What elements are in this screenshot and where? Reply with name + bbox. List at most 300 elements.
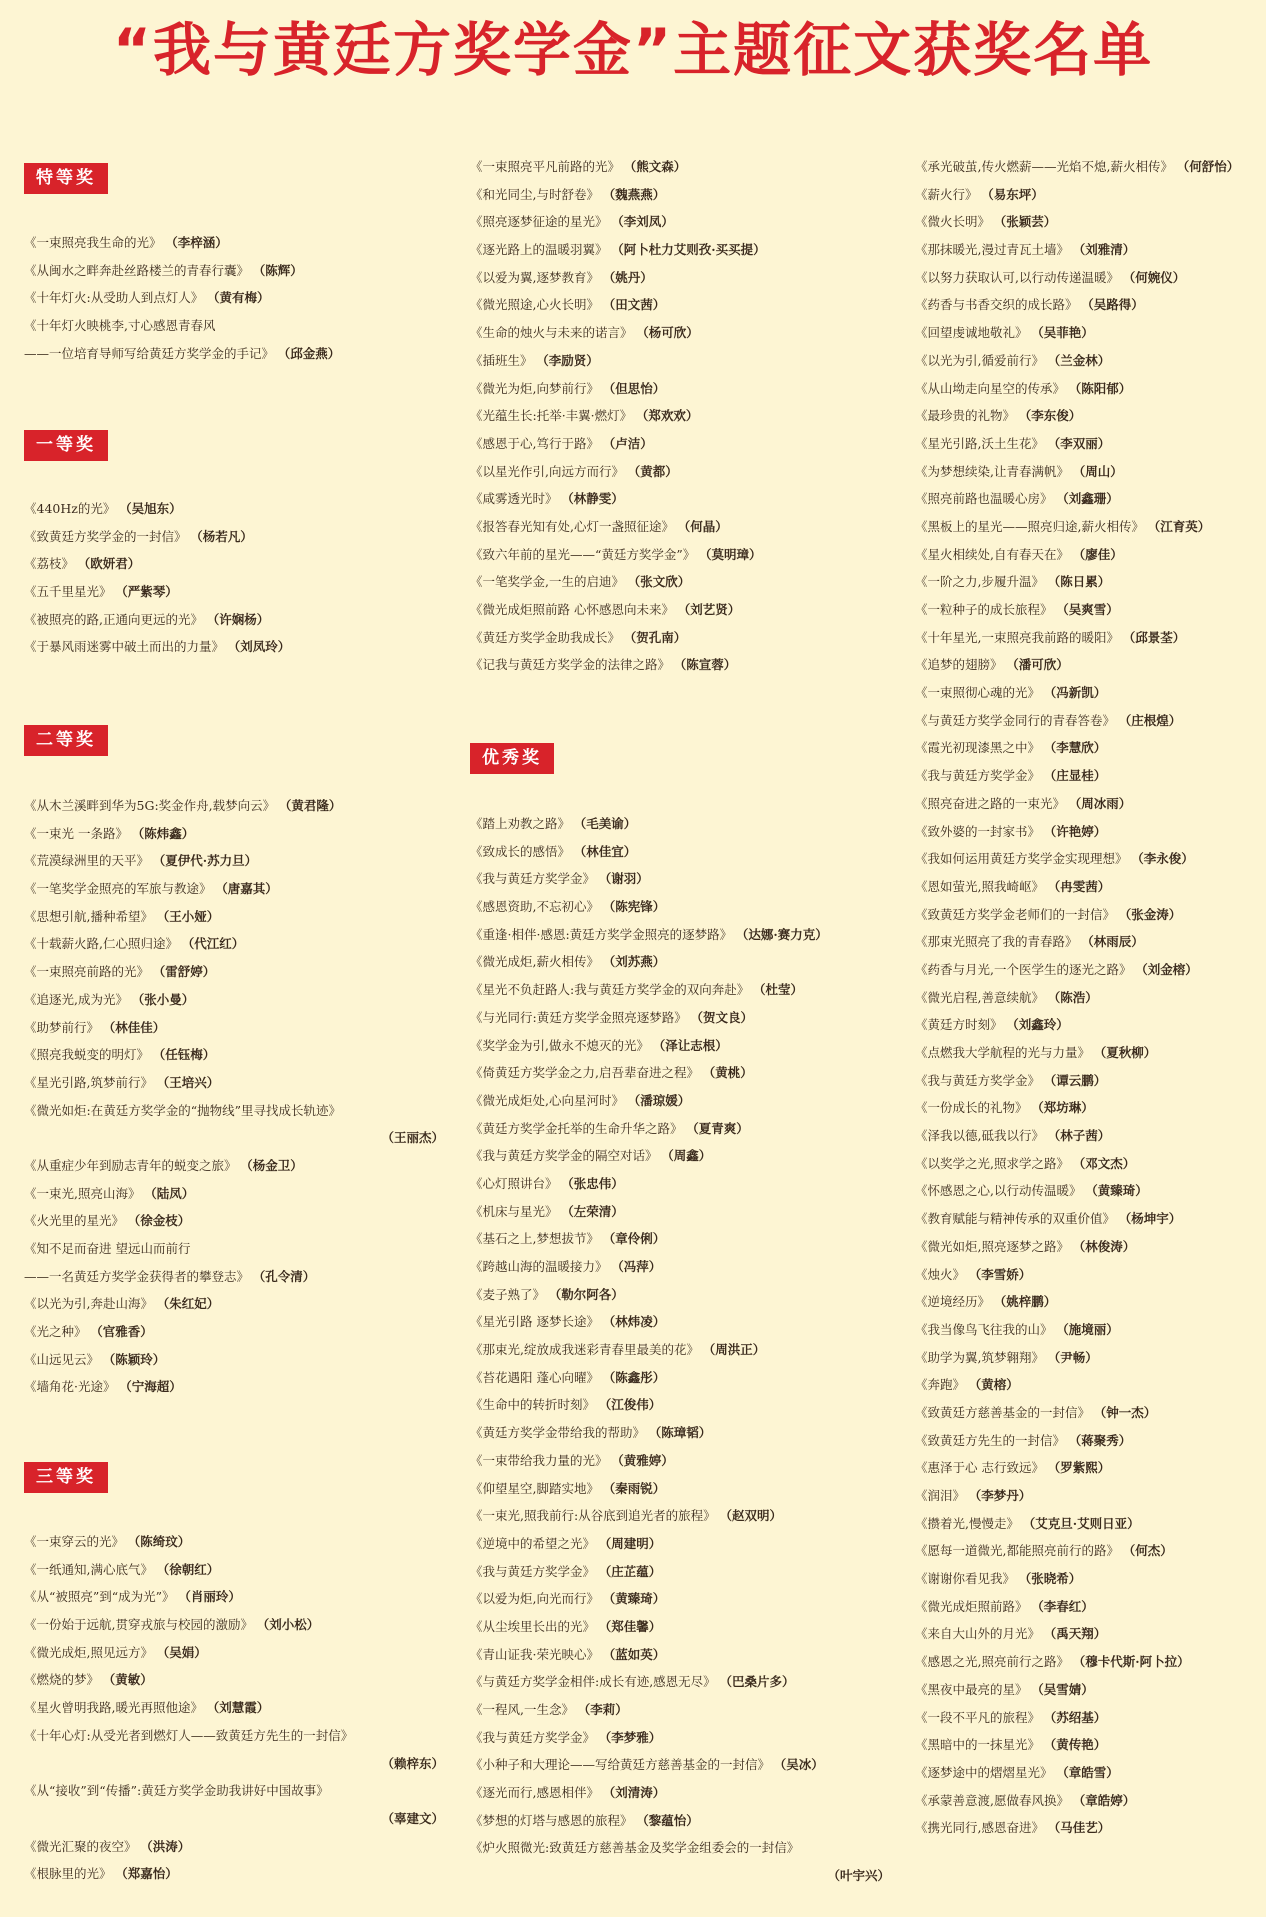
list-item — [915, 1261, 1265, 1289]
essay-title: 《感恩于心,笃行于路》 — [470, 435, 599, 451]
author-name: （张金涛） — [1125, 906, 1182, 922]
essay-title: 《致成长的感悟》 — [470, 843, 571, 859]
list-item — [915, 1094, 1265, 1122]
list-excellent-prize-right — [915, 153, 1265, 1842]
essay-title: 《微光为炬,向梦前行》 — [470, 380, 599, 396]
list-item — [915, 291, 1265, 319]
list-item — [915, 1787, 1265, 1815]
list-item — [24, 495, 444, 523]
essay-title: 《荒漠绿洲里的天平》 — [24, 853, 150, 869]
author-name: （吴路得） — [1087, 297, 1144, 313]
list-item — [470, 624, 890, 652]
list-item — [470, 1308, 890, 1336]
list-item — [915, 1759, 1265, 1787]
essay-title: 《我与黄廷方奖学金》 — [470, 1563, 596, 1579]
author-name: （洪涛） — [146, 1838, 191, 1854]
author-name: （黄臻琦） — [608, 1591, 666, 1607]
list-item — [24, 1556, 444, 1584]
author-name: （巴桑片多） — [725, 1674, 795, 1690]
list-item — [915, 1565, 1265, 1593]
essay-title: 《生命的烛火与未来的诺言》 — [470, 325, 633, 341]
author-name: （刘慧霞） — [212, 1700, 270, 1716]
list-item — [915, 430, 1265, 458]
author-name: （陈鑫彤） — [608, 1369, 666, 1385]
author-name: （刘鑫珊） — [1062, 491, 1119, 507]
author-name: （林佳宜） — [580, 843, 637, 859]
list-item — [915, 1011, 1265, 1039]
author-name: （何舒怡） — [1182, 159, 1240, 174]
author-name: （杨可欣） — [642, 325, 699, 341]
author-name: （郑佳馨） — [605, 1618, 662, 1634]
list-item — [915, 1704, 1265, 1732]
author-name: （勒尔阿各） — [555, 1286, 624, 1302]
author-name: （卢洁） — [608, 435, 653, 451]
author-name: （何晶） — [683, 518, 728, 534]
list-item — [470, 651, 890, 679]
essay-title: 《仰望星空,脚踏实地》 — [470, 1480, 599, 1496]
author-name: （黎蕴怡） — [642, 1812, 699, 1828]
essay-title: ——一位培育导师写给黄廷方奖学金的手记》 — [24, 345, 275, 361]
essay-title: 《微光如炬:在黄廷方奖学金的“抛物线”里寻找成长轨迹》 — [24, 1102, 341, 1118]
list-item — [470, 1558, 890, 1586]
author-name: （张忠伟） — [567, 1175, 624, 1191]
essay-title: 《承光破茧,传火燃薪——光焰不熄,薪火相传》 — [915, 159, 1173, 174]
essay-title: 《微光成炬照前路》 — [915, 1598, 1028, 1614]
essay-title: 《燃烧的梦》 — [24, 1672, 100, 1688]
essay-title: 《携光同行,感恩奋进》 — [915, 1820, 1044, 1836]
essay-title: 《怀感恩之心,以行动传温暖》 — [915, 1183, 1082, 1199]
essay-title: 《一束带给我力量的光》 — [470, 1452, 608, 1468]
author-name: （黄敏） — [109, 1672, 153, 1688]
list-item — [915, 1814, 1265, 1842]
list-item — [470, 1225, 890, 1253]
list-item — [24, 1263, 444, 1291]
list-item — [915, 513, 1265, 541]
essay-title: 《谢谢你看见我》 — [915, 1571, 1016, 1587]
essay-title: 《从重症少年到励志青年的蜕变之旅》 — [24, 1157, 237, 1173]
essay-title: 《一段不平凡的旅程》 — [915, 1709, 1041, 1725]
essay-title: 《从尘埃里长出的光》 — [470, 1618, 596, 1634]
essay-title: 《于暴风雨迷雾中破土而出的力量》 — [24, 639, 225, 655]
author-name: （肖丽玲） — [184, 1589, 241, 1605]
list-item — [470, 1004, 890, 1032]
author-name: （周冰雨） — [1075, 795, 1132, 811]
author-name: （秦雨锐） — [608, 1480, 666, 1496]
list-item — [915, 651, 1265, 679]
essay-title: 《十年灯火:从受助人到点灯人》 — [24, 290, 204, 306]
essay-title: 《星火相续处,自有春天在》 — [915, 546, 1069, 562]
essay-title: 《烛火》 — [915, 1266, 966, 1282]
essay-title: 《恩如萤光,照我崎岖》 — [915, 878, 1044, 894]
author-name: （贺文良） — [696, 1009, 753, 1025]
essay-title: 《记我与黄廷方奖学金的法律之路》 — [470, 657, 671, 673]
list-item — [470, 1198, 890, 1226]
author-name: （张颖芸） — [1000, 214, 1057, 230]
list-item — [470, 1696, 890, 1724]
essay-title: 《炉火照微光:致黄廷方慈善基金及奖学金组委会的一封信》 — [470, 1840, 800, 1856]
list-item — [24, 1694, 444, 1722]
essay-title: 《插班生》 — [470, 352, 533, 368]
author-name: （达娜·赛力克） — [742, 926, 828, 942]
list-item — [915, 1731, 1265, 1759]
essay-title: 《机床与星光》 — [470, 1203, 558, 1219]
author-name: （谢羽） — [605, 871, 649, 887]
author-name: （罗紫熙） — [1053, 1460, 1111, 1476]
list-item — [470, 1834, 890, 1862]
author-name: （官雅香） — [96, 1324, 153, 1340]
essay-title: 《踏上劝教之路》 — [470, 816, 571, 831]
list-item — [470, 402, 890, 430]
essay-title: 《致黄廷方奖学金的一封信》 — [24, 528, 187, 544]
author-name: （庄显桂） — [1050, 768, 1107, 784]
author-name: （夏伊代·苏力旦） — [159, 853, 258, 869]
essay-title: 《黄廷方奖学金托举的生命升华之路》 — [470, 1120, 683, 1136]
list-item — [915, 1537, 1265, 1565]
list-item — [470, 1391, 890, 1419]
essay-title: 《来自大山外的月光》 — [915, 1626, 1041, 1642]
essay-title: 《与黄廷方奖学金相伴:成长有迹,感恩无尽》 — [470, 1674, 716, 1690]
list-item — [915, 458, 1265, 486]
list-item — [470, 1641, 890, 1669]
list-item — [24, 1124, 444, 1152]
essay-title: 《微光汇聚的夜空》 — [24, 1838, 137, 1854]
author-name: （吴雪婧） — [1037, 1681, 1094, 1697]
list-item — [470, 1447, 890, 1475]
essay-title: 《从“接收”到“传播”:黄廷方奖学金助我讲好中国故事》 — [24, 1783, 329, 1799]
essay-title: 《逆境经历》 — [915, 1294, 991, 1310]
list-item — [470, 1807, 890, 1835]
author-name: （陈颖玲） — [109, 1351, 166, 1367]
list-item — [470, 208, 890, 236]
badge-first-prize: 一等奖 — [24, 430, 108, 461]
author-name: （周鑫） — [667, 1148, 712, 1164]
author-name: （黄君隆） — [285, 798, 342, 813]
list-item — [24, 1805, 444, 1833]
list-excellent-prize-middle — [470, 810, 890, 1890]
list-item — [24, 312, 444, 340]
essay-title: 《承蒙善意渡,愿做春风换》 — [915, 1792, 1069, 1808]
essay-title: 《从木兰溪畔到华为5G:奖金作舟,载梦向云》 — [24, 798, 276, 813]
list-item — [915, 873, 1265, 901]
author-name: （吴娟） — [162, 1644, 207, 1660]
author-name: （许娴杨） — [212, 611, 270, 627]
list-item — [24, 1750, 444, 1778]
list-item — [915, 1399, 1265, 1427]
author-name: （熊文森） — [630, 159, 687, 174]
author-name: （王小娅） — [162, 908, 220, 924]
list-item — [24, 986, 444, 1014]
list-item — [470, 319, 890, 347]
list-item — [915, 208, 1265, 236]
list-item — [915, 1676, 1265, 1704]
essay-title: 《从闽水之畔奔赴丝路楼兰的青春行囊》 — [24, 262, 250, 278]
author-name: （夏青爽） — [692, 1120, 749, 1136]
author-name: （张文欣） — [633, 574, 691, 590]
essay-title: 《麦子熟了》 — [470, 1286, 546, 1302]
list-item — [470, 458, 890, 486]
list-item — [24, 1014, 444, 1042]
essay-title: 《愿每一道微光,都能照亮前行的路》 — [915, 1543, 1119, 1559]
list-item — [470, 948, 890, 976]
author-name: （黄雅婷） — [617, 1452, 674, 1468]
essay-title: 《基石之上,梦想拔节》 — [470, 1231, 599, 1247]
essay-title: 《那束光,绽放成我迷彩青春里最美的花》 — [470, 1342, 699, 1358]
author-name: （李梦丹） — [975, 1488, 1032, 1503]
essay-title: 《一束照亮平凡前路的光》 — [470, 159, 621, 174]
essay-title: 《微火长明》 — [915, 214, 991, 230]
author-name: （徐朝红） — [162, 1561, 220, 1577]
author-name: （林炜凌） — [608, 1314, 666, 1330]
author-name: （江俊伟） — [605, 1397, 662, 1413]
essay-title: 《与黄廷方奖学金同行的青春答卷》 — [915, 712, 1116, 728]
list-item — [470, 1779, 890, 1807]
list-item — [470, 430, 890, 458]
essay-title: 《逐梦途中的熠熠星光》 — [915, 1764, 1053, 1780]
list-item — [24, 1097, 444, 1125]
essay-title: 《从山坳走向星空的传承》 — [915, 380, 1066, 396]
author-name: （冉雯茜） — [1053, 878, 1111, 894]
list-item — [915, 1233, 1265, 1261]
essay-title: 《跨越山海的温暖接力》 — [470, 1259, 608, 1274]
list-item — [24, 820, 444, 848]
essay-title: 《倚黄廷方奖学金之力,启吾辈奋进之程》 — [470, 1065, 699, 1081]
list-item — [915, 402, 1265, 430]
list-item — [24, 1318, 444, 1346]
author-name: （黄都） — [633, 463, 678, 479]
author-name: （穆卡代斯·阿卜拉） — [1078, 1654, 1190, 1670]
list-item — [470, 1475, 890, 1503]
essay-title: 《山远见云》 — [24, 1351, 100, 1367]
list-item — [24, 1639, 444, 1667]
author-name: （李梓涵） — [171, 235, 228, 250]
author-name: （陆凤） — [150, 1185, 195, 1201]
author-name: （钟一杰） — [1100, 1404, 1157, 1420]
badge-second-prize: 二等奖 — [24, 725, 108, 756]
essay-title: 《追逐光,成为光》 — [24, 991, 128, 1007]
author-name: （吴旭东） — [125, 501, 182, 516]
author-name: （泽让志根） — [658, 1037, 728, 1053]
list-item — [24, 1235, 444, 1263]
list-item — [24, 229, 444, 257]
list-item — [915, 541, 1265, 569]
author-name: （林俊涛） — [1078, 1238, 1136, 1254]
list-item — [470, 375, 890, 403]
list-item — [915, 984, 1265, 1012]
list-item — [24, 1152, 444, 1180]
author-name: （刘鑫玲） — [1012, 1017, 1069, 1033]
essay-title: 《以星光作引,向远方而行》 — [470, 463, 624, 479]
essay-title: 《星光不负赶路人:我与黄廷方奖学金的双向奔赴》 — [470, 982, 750, 998]
essay-title: 《以奖学之光,照求学之路》 — [915, 1155, 1069, 1171]
author-name: （林子茜） — [1053, 1128, 1111, 1144]
essay-title: 《致黄廷方先生的一封信》 — [915, 1432, 1066, 1448]
list-item — [470, 1530, 890, 1558]
list-item — [24, 1528, 444, 1556]
list-item — [915, 1454, 1265, 1482]
author-name: （李雪娇） — [975, 1266, 1032, 1282]
author-name: （田文茜） — [608, 297, 666, 313]
author-name: （张晓希） — [1025, 1571, 1082, 1587]
author-name: （严紫琴） — [121, 584, 178, 600]
essay-title: 《重逢·相伴·感恩:黄廷方奖学金照亮的逐梦路》 — [470, 926, 733, 942]
list-item — [24, 875, 444, 903]
author-name: （杨金卫） — [246, 1157, 303, 1173]
essay-title: 《根脉里的光》 — [24, 1866, 112, 1882]
essay-title: 《思想引航,播种希望》 — [24, 908, 153, 924]
author-name: （章皓婷） — [1078, 1792, 1136, 1808]
list-item — [470, 1336, 890, 1364]
badge-third-prize: 三等奖 — [24, 1462, 108, 1493]
badge-special-prize: 特等奖 — [24, 163, 108, 194]
list-item — [470, 1032, 890, 1060]
essay-title: 《微光启程,善意续航》 — [915, 989, 1044, 1005]
author-name: （何杰） — [1128, 1543, 1173, 1559]
author-name: （莫明璋） — [705, 546, 762, 562]
essay-title: 《被照亮的路,正通向更远的光》 — [24, 611, 203, 627]
author-name: （刘雅清） — [1078, 242, 1136, 258]
author-name: （赖梓东） — [381, 1755, 444, 1771]
essay-title: 《微光如炬,照亮逐梦之路》 — [915, 1238, 1069, 1254]
list-item — [915, 596, 1265, 624]
author-name: （何婉仪） — [1128, 269, 1186, 285]
list-item — [24, 633, 444, 661]
author-name: （潘琼媛） — [633, 1092, 691, 1108]
author-name: （朱红妃） — [162, 1296, 220, 1312]
list-item — [24, 1666, 444, 1694]
author-name: （邱景荃） — [1128, 629, 1186, 645]
list-item — [915, 568, 1265, 596]
essay-title: 《一笔奖学金,一生的启迪》 — [470, 574, 624, 590]
author-name: （赵双明） — [725, 1508, 782, 1524]
list-item — [24, 550, 444, 578]
author-name: （姚梓鹏） — [1000, 1294, 1057, 1310]
essay-title: 《照亮前路也温暖心房》 — [915, 491, 1053, 507]
essay-title: 《知不足而奋进 望远山而前行 — [24, 1241, 191, 1256]
essay-title: 《一束照亮前路的光》 — [24, 964, 150, 980]
list-item — [915, 1288, 1265, 1316]
author-name: （左荣清） — [567, 1203, 624, 1219]
author-name: （刘苏燕） — [608, 954, 666, 970]
essay-title: 《心灯照讲台》 — [470, 1175, 558, 1191]
author-name: （徐金枝） — [134, 1213, 191, 1229]
author-name: （苏绍基） — [1050, 1709, 1107, 1725]
author-name: （邱金燕） — [284, 345, 341, 361]
author-name: （刘艺贤） — [683, 602, 741, 617]
essay-title: 《那抹暖光,漫过青瓦土墙》 — [915, 242, 1069, 258]
author-name: （谭云鹏） — [1050, 1072, 1107, 1088]
essay-title: 《光蕴生长:托举·丰翼·燃灯》 — [470, 408, 633, 424]
author-name: （尹畅） — [1053, 1349, 1098, 1365]
author-name: （周山） — [1078, 463, 1123, 479]
author-name: （周洪正） — [708, 1342, 766, 1358]
essay-title: 《一束穿云的光》 — [24, 1534, 125, 1549]
list-item — [470, 865, 890, 893]
essay-title: 《逐光而行,感恩相伴》 — [470, 1785, 599, 1801]
essay-title: 《星光引路,筑梦前行》 — [24, 1074, 153, 1090]
essay-title: 《助梦前行》 — [24, 1019, 100, 1035]
essay-title: 《黄廷方奖学金助我成长》 — [470, 629, 621, 645]
list-item — [24, 958, 444, 986]
list-item — [915, 1371, 1265, 1399]
essay-title: 《黑板上的星光——照亮归途,薪火相传》 — [915, 518, 1144, 534]
author-name: （黄桃） — [708, 1065, 753, 1081]
essay-title: 《一束照彻心魂的光》 — [915, 685, 1041, 701]
author-name: （王培兴） — [162, 1074, 220, 1090]
list-item — [470, 976, 890, 1004]
list-item — [24, 1722, 444, 1750]
essay-title: 《以努力获取认可,以行动传递温暖》 — [915, 269, 1119, 285]
list-item — [470, 1668, 890, 1696]
list-item — [915, 928, 1265, 956]
list-item — [24, 903, 444, 931]
list-item — [24, 1373, 444, 1401]
author-name: （郑欢欢） — [642, 408, 699, 424]
list-item — [470, 810, 890, 838]
author-name: （任钰梅） — [159, 1047, 216, 1063]
list-item — [915, 762, 1265, 790]
list-item — [915, 264, 1265, 292]
list-item — [915, 1620, 1265, 1648]
essay-title: 《照亮逐梦征途的星光》 — [470, 214, 608, 230]
essay-title: 《为梦想续染,让青春满帆》 — [915, 463, 1069, 479]
essay-title: 《逐光路上的温暖羽翼》 — [470, 242, 608, 258]
author-name: （冯萍） — [617, 1259, 662, 1274]
essay-title: 《微光成炬处,心向星河时》 — [470, 1092, 624, 1108]
list-item — [915, 1150, 1265, 1178]
list-item — [24, 1207, 444, 1235]
list-item — [470, 291, 890, 319]
list-item — [915, 734, 1265, 762]
essay-title: 《一纸通知,满心底气》 — [24, 1561, 153, 1577]
essay-title: 《青山证我·荣光映心》 — [470, 1646, 599, 1662]
author-name: （刘金榕） — [1141, 961, 1198, 977]
list-item — [24, 1777, 444, 1805]
author-name: （阿卜杜力艾则孜·买买提） — [617, 242, 766, 258]
author-name: （吴菲艳） — [1037, 325, 1094, 341]
essay-title: 《黄廷方时刻》 — [915, 1017, 1003, 1033]
list-second-prize — [24, 792, 444, 1401]
badge-excellent-prize: 优秀奖 — [470, 743, 554, 774]
list-item — [24, 1041, 444, 1069]
author-name: （黄臻琦） — [1091, 1183, 1148, 1199]
author-name: （毛美谕） — [580, 816, 637, 831]
author-name: （李双丽） — [1053, 435, 1111, 451]
author-name: （李春红） — [1037, 1598, 1094, 1614]
author-name: （李莉） — [583, 1702, 628, 1717]
essay-title: 《一份始于远航,贯穿戎旅与校园的激励》 — [24, 1617, 253, 1633]
essay-title: 《一束照亮我生命的光》 — [24, 235, 162, 250]
list-item — [24, 1611, 444, 1639]
essay-title: 《黑暗中的一抹星光》 — [915, 1737, 1041, 1753]
essay-title: 《以爱为翼,逐梦教育》 — [470, 269, 599, 285]
essay-title: 《薪火行》 — [915, 186, 978, 202]
list-item — [915, 845, 1265, 873]
list-item — [470, 513, 890, 541]
list-item — [470, 236, 890, 264]
list-item — [470, 1724, 890, 1752]
essay-title: 《追梦的翅膀》 — [915, 657, 1003, 673]
essay-title: 《我如何运用黄廷方奖学金实现理想》 — [915, 851, 1128, 867]
essay-title: 《药香与书香交织的成长路》 — [915, 297, 1078, 313]
author-name: （林静雯） — [567, 491, 624, 507]
page-title: “我与黄廷方奖学金”主题征文获奖名单 — [112, 16, 1154, 84]
essay-title: 《以光为引,奔赴山海》 — [24, 1296, 153, 1312]
author-name: （蓝如英） — [608, 1646, 666, 1662]
essay-title: 《火光里的星光》 — [24, 1213, 125, 1229]
list-item — [915, 236, 1265, 264]
list-item — [470, 1364, 890, 1392]
essay-title: 《咸雾透光时》 — [470, 491, 558, 507]
